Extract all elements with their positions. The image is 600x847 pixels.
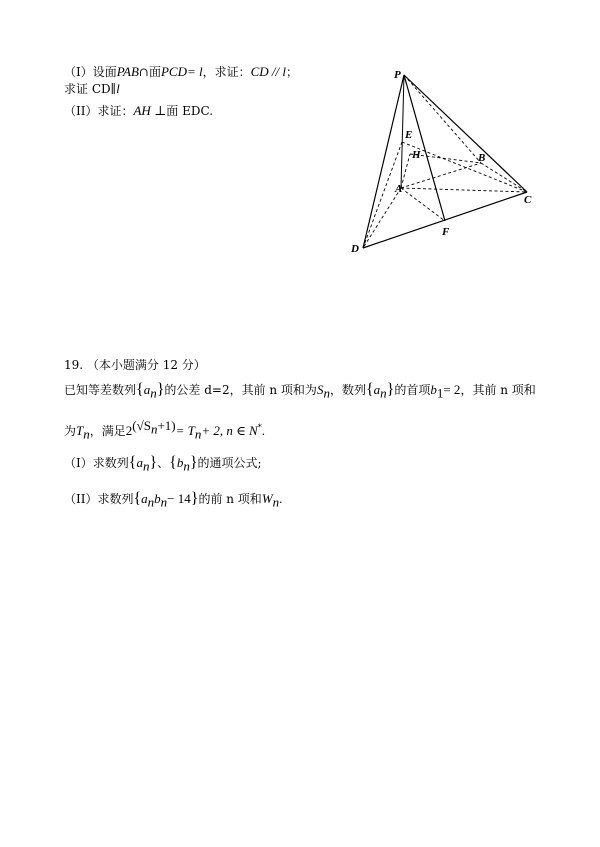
q19-part1: （I）求数列$\{a_n\}$、$\{b_n\}$的通项公式; — [64, 454, 262, 474]
edge-BC — [481, 163, 527, 192]
edge-EC — [402, 142, 527, 192]
q19-line1: 已知等差数列$\{a_n\}$的公差 d=2，其前 n 项和为$S_n$，数列$\{a_n\}$的首项$b_1= 2$，其前 n 项和 — [64, 381, 536, 401]
label-P: P — [394, 69, 401, 81]
pyramid-figure — [350, 62, 550, 262]
edge-AB — [401, 163, 481, 188]
q19-header: 19. （本小题满分 12 分） — [64, 358, 206, 372]
label-D: D — [351, 243, 359, 255]
edge-PF — [404, 75, 445, 221]
q19-part2: （II）求数列$\{a_nb_n- 14\}$的前 n 项和$W_n$. — [64, 490, 283, 510]
label-E: E — [405, 129, 413, 141]
label-B: B — [478, 152, 486, 164]
label-H: H — [412, 149, 421, 161]
edge-ED — [363, 142, 402, 248]
q18-part1: （I）设面PAB∩面PCD= l，求证：CD // l； — [64, 64, 299, 79]
edge-AD — [363, 188, 401, 248]
edge-PA — [401, 75, 404, 188]
label-F: F — [442, 226, 450, 238]
edge-AF — [401, 188, 445, 221]
q18-part2: （II）求证：AH ⊥面 EDC. — [64, 103, 214, 118]
label-A: A — [395, 183, 403, 195]
edge-AH — [401, 154, 410, 188]
edge-HB — [410, 154, 481, 163]
edge-PC — [404, 75, 527, 192]
label-C: C — [524, 194, 532, 206]
q18-part1-alt: 求证 CD∥l — [64, 81, 120, 96]
edge-PD — [363, 75, 404, 248]
q19-line2: 为$T_n$，满足$2^{(√S_n+1)}= T_n+ 2$, n ∈ N*. — [64, 418, 265, 442]
edge-AC — [401, 188, 527, 192]
